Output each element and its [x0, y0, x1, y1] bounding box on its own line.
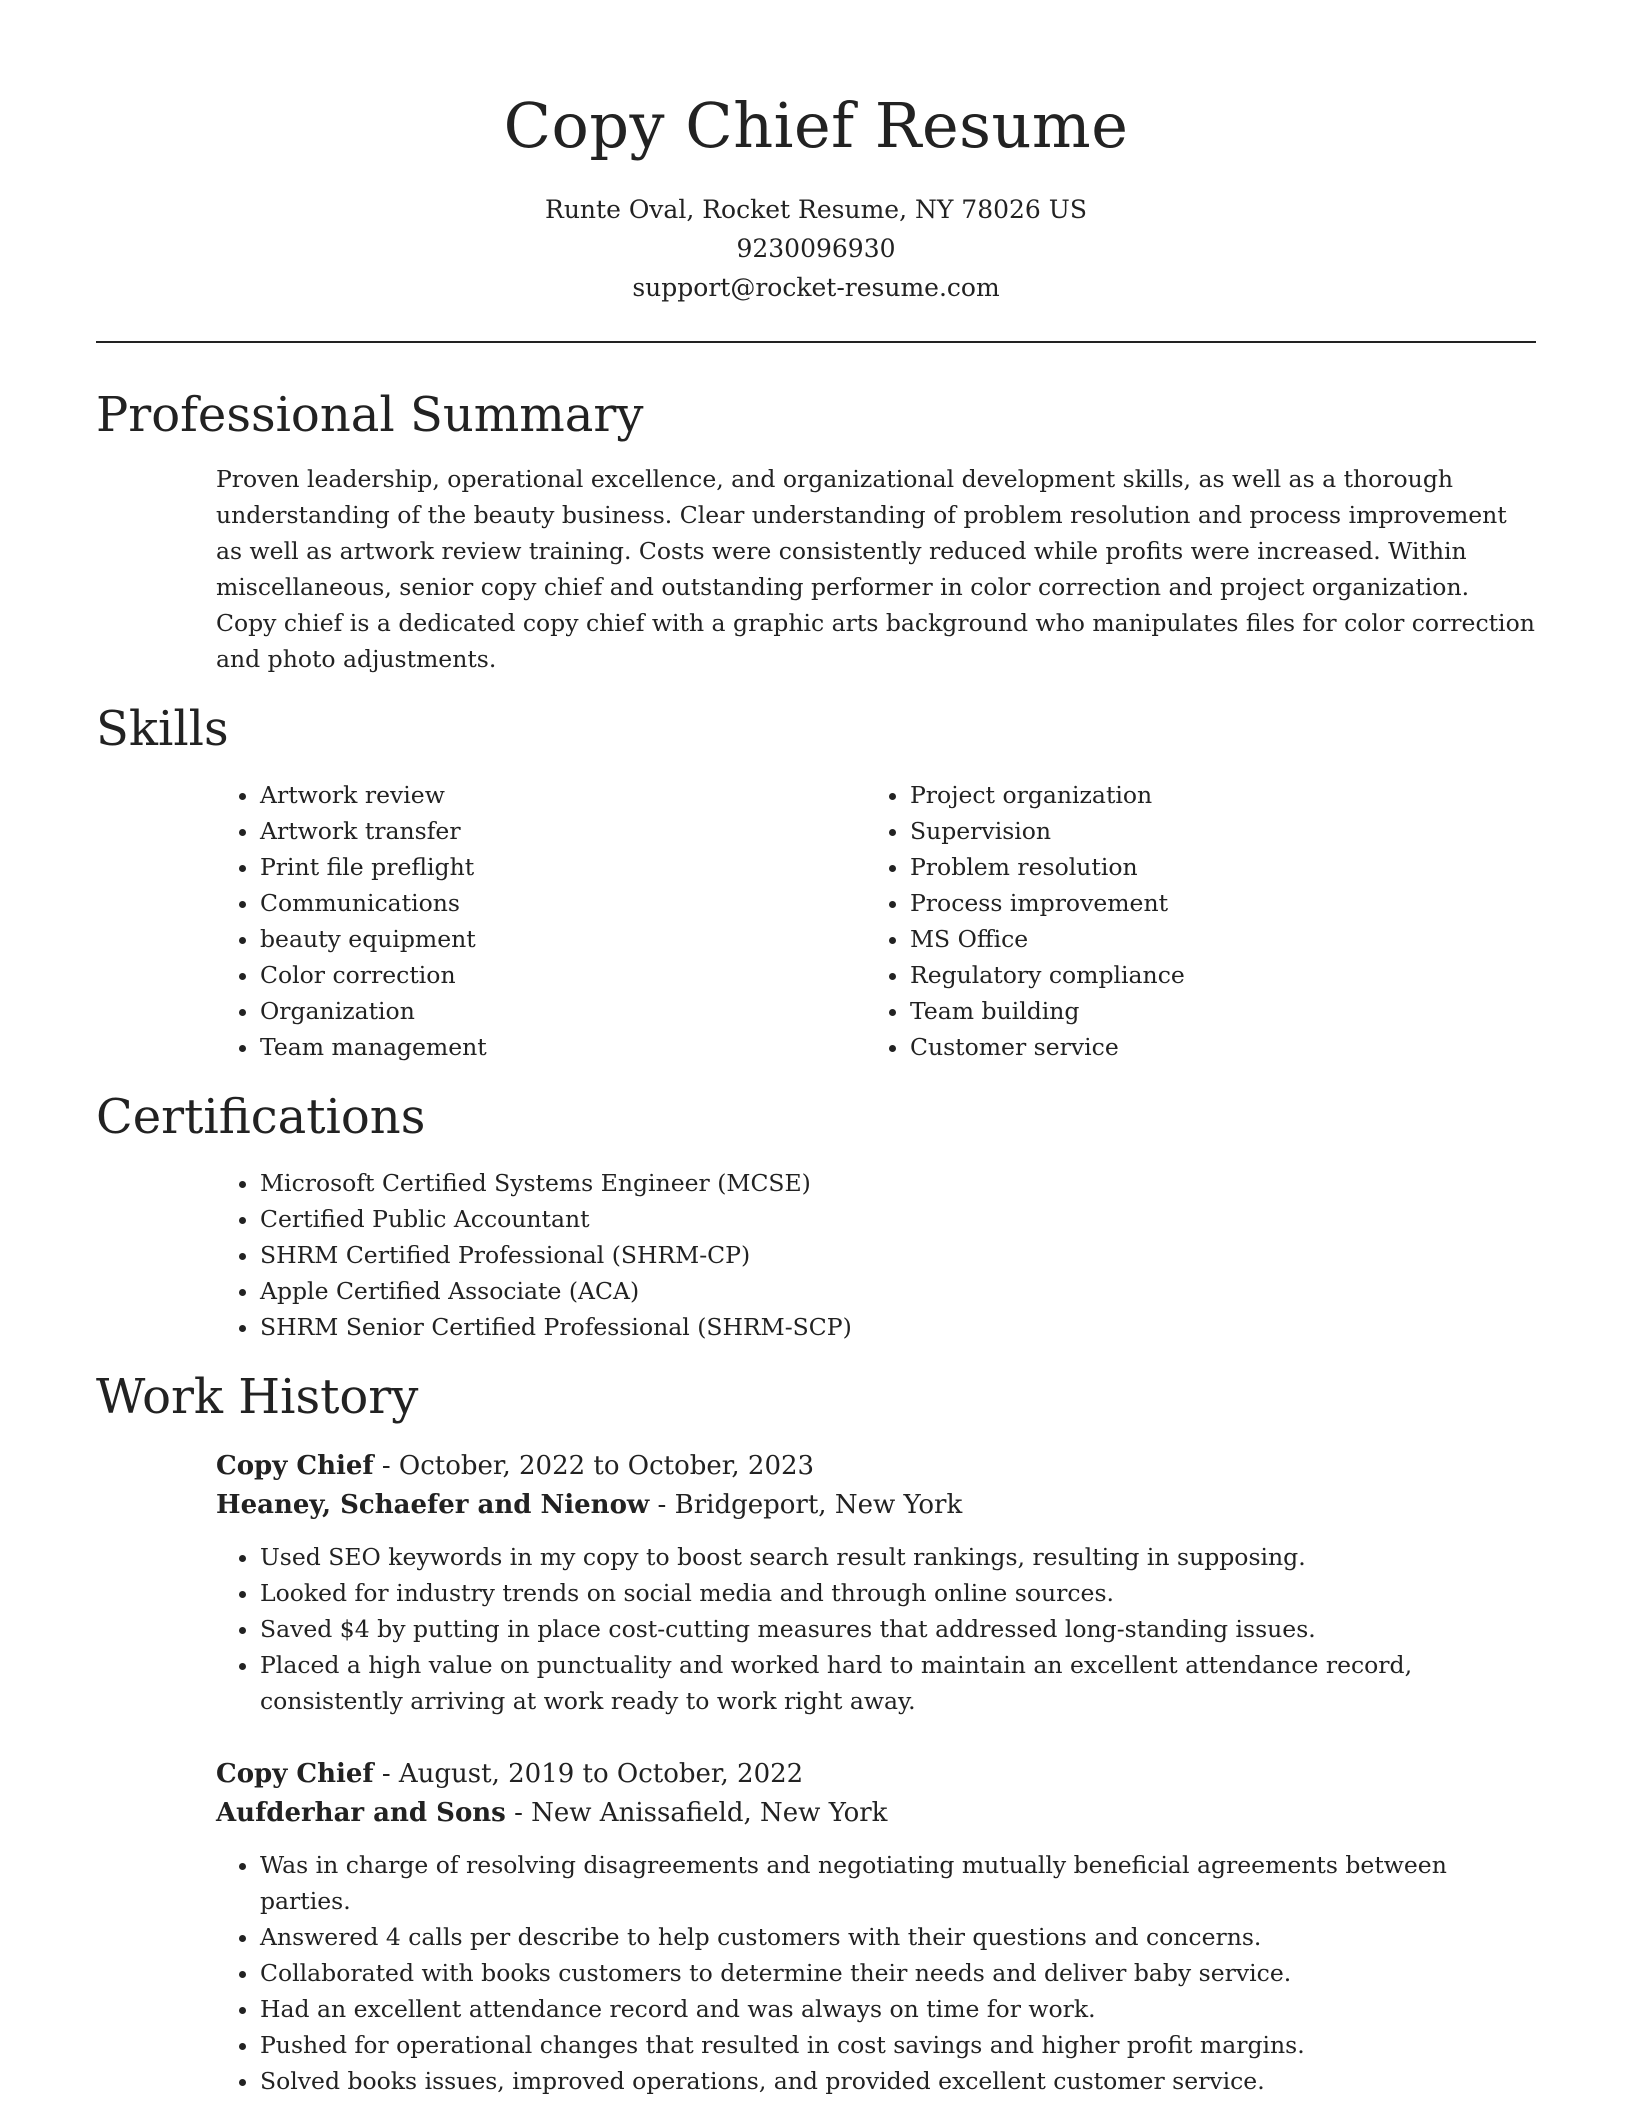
skills-column-left — [216, 777, 866, 1065]
skill-item: • Customer service — [910, 1029, 1516, 1065]
job-company: Aufderhar and Sons — [216, 1798, 506, 1828]
certifications-section — [96, 1087, 1536, 1345]
job-title: Copy Chief — [216, 1759, 374, 1789]
job-title-line — [216, 1755, 1536, 1793]
resume-title: Copy Chief Resume — [503, 89, 1129, 162]
job-bullets — [216, 1847, 1536, 2099]
summary-heading: Professional Summary — [96, 387, 644, 443]
skill-item: • Regulatory compliance — [910, 957, 1516, 993]
job-bullet: • Looked for industry trends on social media and through online sources. — [260, 1575, 1536, 1611]
header-divider — [96, 341, 1536, 343]
skills-columns — [216, 777, 1536, 1065]
job-bullets — [216, 1539, 1536, 1719]
job-entry — [216, 1755, 1536, 2099]
job-company-line — [216, 1793, 1536, 1833]
job-bullet: • Saved $4 by putting in place cost-cutting measures that addressed long-standing issues. — [260, 1611, 1536, 1647]
skill-item: • Artwork transfer — [260, 813, 866, 849]
job-bullet: • Pushed for operational changes that resulted in cost savings and higher profit margins. — [260, 2027, 1536, 2063]
contact-block — [96, 190, 1536, 307]
resume-header — [96, 0, 1536, 307]
contact-address: Runte Oval, Rocket Resume, NY 78026 US — [545, 195, 1087, 224]
skill-item: • Problem resolution — [910, 849, 1516, 885]
certifications-list — [216, 1165, 1536, 1345]
certification-item: • SHRM Senior Certified Professional (SHRM-SCP) — [260, 1309, 1536, 1345]
skill-item: • beauty equipment — [260, 921, 866, 957]
skill-item: • Project organization — [910, 777, 1516, 813]
skill-item: • Print file preflight — [260, 849, 866, 885]
skill-item: • Team building — [910, 993, 1516, 1029]
job-bullet: • Had an excellent attendance record and was always on time for work. — [260, 1991, 1536, 2027]
certifications-list-wrap — [216, 1165, 1536, 1345]
job-dates: - October, 2022 to October, 2023 — [373, 1451, 815, 1481]
job-bullet: • Used SEO keywords in my copy to boost search result rankings, resulting in supposing. — [260, 1539, 1536, 1575]
job-bullet: • Placed a high value on punctuality and worked hard to maintain an excellent attendance record, consistently arriving at work ready to work right away. — [260, 1647, 1536, 1719]
skill-item: • Process improvement — [910, 885, 1516, 921]
skills-list-left — [216, 777, 866, 1065]
skill-item: • Supervision — [910, 813, 1516, 849]
skills-list-right — [866, 777, 1516, 1065]
job-location: - Bridgeport, New York — [649, 1490, 963, 1520]
summary-text: Proven leadership, operational excellence, and organizational development skills, as well as a thorough understanding of the beauty business. Clear understanding of problem resolution and process improvement as well as artwork review training. Costs were consistently reduced while profits were increased. Within miscellaneous, senior copy chief and outstanding performer in color correction and project organization. Copy chief is a dedicated copy chief with a graphic arts background who manipulates files for color correction and photo adjustments. — [216, 465, 1535, 673]
certification-item: • Apple Certified Associate (ACA) — [260, 1273, 1536, 1309]
job-dates: - August, 2019 to October, 2022 — [373, 1759, 804, 1789]
contact-email: support@rocket-resume.com — [632, 273, 1000, 302]
job-bullet: • Solved books issues, improved operations, and provided excellent customer service. — [260, 2063, 1536, 2099]
job-bullet: • Answered 4 calls per describe to help customers with their questions and concerns. — [260, 1919, 1536, 1955]
skills-column-right — [866, 777, 1516, 1065]
skill-item: • Color correction — [260, 957, 866, 993]
work-history-section — [96, 1367, 1536, 2099]
certification-item: • Microsoft Certified Systems Engineer (MCSE) — [260, 1165, 1536, 1201]
skills-section — [96, 699, 1536, 1065]
job-title-line — [216, 1447, 1536, 1485]
skill-item: • MS Office — [910, 921, 1516, 957]
job-title: Copy Chief — [216, 1451, 374, 1481]
skill-item: • Team management — [260, 1029, 866, 1065]
certification-item: • Certified Public Accountant — [260, 1201, 1536, 1237]
job-bullet: • Was in charge of resolving disagreements and negotiating mutually beneficial agreements between parties. — [260, 1847, 1536, 1919]
job-company-line — [216, 1485, 1536, 1525]
job-company: Heaney, Schaefer and Nienow — [216, 1490, 650, 1520]
job-bullet: • Collaborated with books customers to determine their needs and deliver baby service. — [260, 1955, 1536, 1991]
certification-item: • SHRM Certified Professional (SHRM-CP) — [260, 1237, 1536, 1273]
work-history-heading: Work History — [96, 1369, 419, 1425]
summary-section — [96, 385, 1536, 677]
job-entry — [216, 1447, 1536, 1719]
certifications-heading: Certifications — [96, 1089, 426, 1145]
skill-item: • Organization — [260, 993, 866, 1029]
skills-heading: Skills — [96, 701, 229, 757]
skill-item: • Artwork review — [260, 777, 866, 813]
contact-phone: 9230096930 — [736, 234, 896, 263]
job-location: - New Anissafield, New York — [505, 1798, 888, 1828]
skill-item: • Communications — [260, 885, 866, 921]
